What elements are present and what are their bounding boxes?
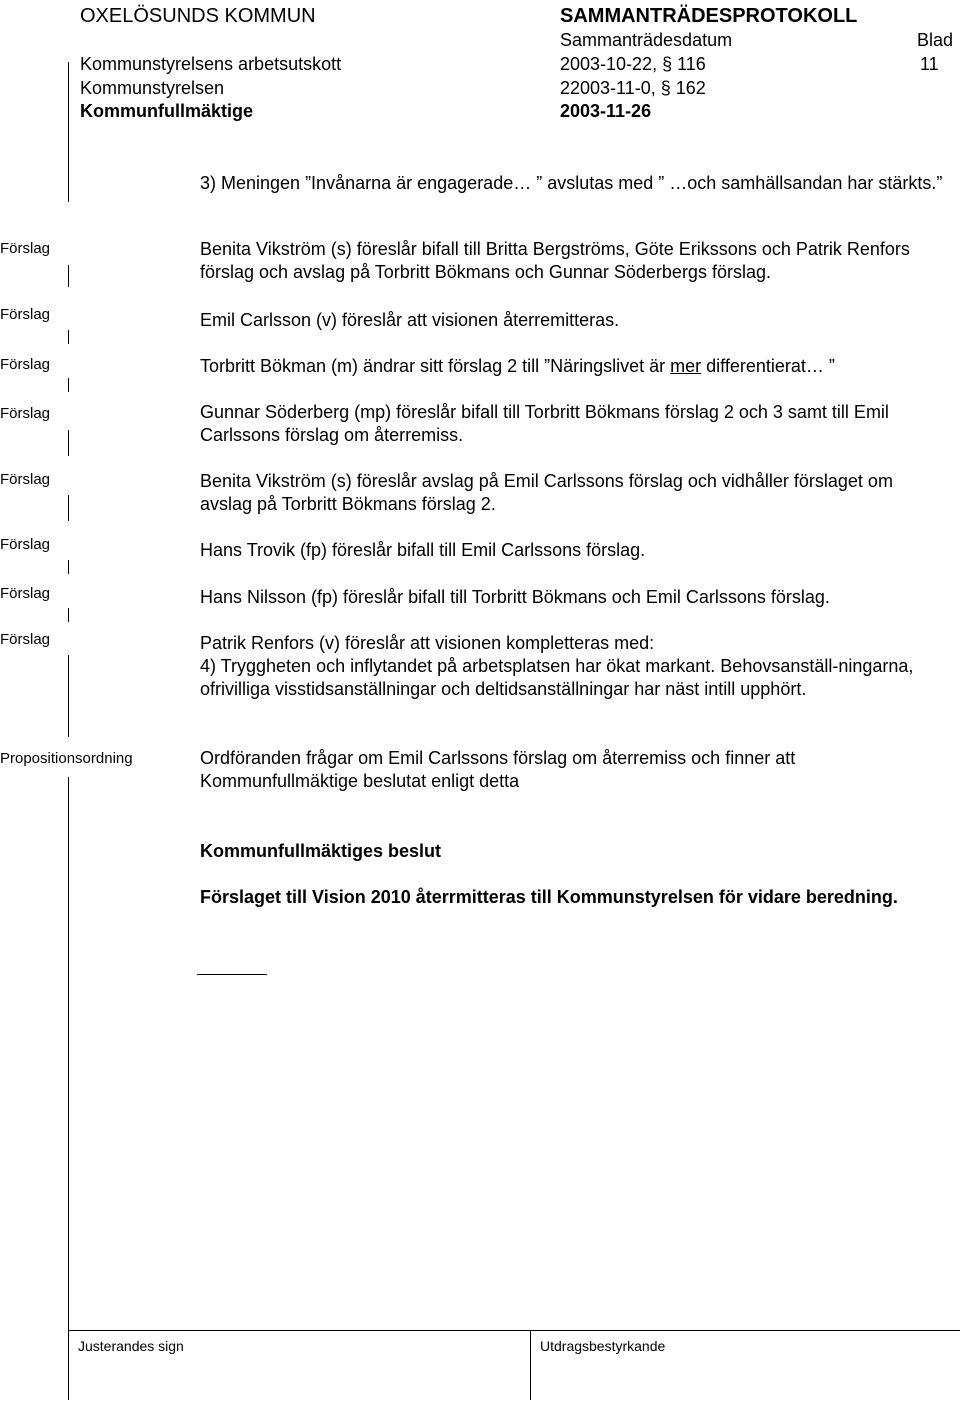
margin-rule [68,608,69,622]
page-label: Blad [917,30,954,50]
margin-label-forslag: Förslag [0,306,51,323]
utdragsbestyrkande-label: Utdragsbestyrkande [540,1338,666,1354]
body-name-3: Kommunfullmäktige [80,101,254,121]
decision-heading: Kommunfullmäktiges beslut [200,841,442,861]
margin-rule [68,330,69,344]
org-name: OXELÖSUNDS KOMMUN [80,5,316,27]
body-ref-2: 22003-11-0, § 162 [560,78,706,98]
document-type: SAMMANTRÄDESPROTOKOLL [560,5,858,27]
proposal-soderberg: Gunnar Söderberg (mp) föreslår bifall till Torbritt Bökmans förslag 2 och 3 samt till Emil Carlssons förslag om återremiss. [200,402,889,445]
margin-label-forslag: Förslag [0,585,51,602]
margin-label-forslag: Förslag [0,536,51,553]
proposal-bokman-text-end: differentierat… ” [701,356,835,376]
date-label: Sammanträdesdatum [560,30,733,50]
margin-label-forslag: Förslag [0,240,51,257]
proposal-nilsson: Hans Nilsson (fp) föreslår bifall till Torbritt Bökmans och Emil Carlssons förslag. [200,587,830,607]
propositionsordning-text: Ordföranden frågar om Emil Carlssons förslag om återremiss och finner att Kommunfullmäktige beslutat enligt detta [200,748,796,791]
margin-rule [68,560,69,574]
margin-rule [68,655,69,737]
margin-label-forslag: Förslag [0,356,51,373]
body-name-2: Kommunstyrelsen [80,78,225,98]
proposal-vikstrom-1: Benita Vikström (s) föreslår bifall till Britta Bergströms, Göte Erikssons och Patrik Renfors förslag och avslag på Torbritt Bökmans och Gunnar Söderbergs förslag. [200,239,910,282]
margin-rule [68,265,69,287]
margin-rule [68,495,69,521]
proposal-carlsson: Emil Carlsson (v) föreslår att visionen återremitteras. [200,310,620,330]
margin-label-forslag: Förslag [0,631,51,648]
body-name-1: Kommunstyrelsens arbetsutskott [80,54,342,74]
proposal-trovik: Hans Trovik (fp) föreslår bifall till Emil Carlssons förslag. [200,540,646,560]
proposal-renfors-item-4: 4) Tryggheten och inflytandet på arbetsplatsen har ökat markant. Behovsanställ-ningarna, ofrivilliga visstidsanställningar och deltidsanställningar har näst intill upphört. [200,656,914,699]
margin-rule [68,430,69,456]
margin-label-forslag: Förslag [0,471,51,488]
underlined-word: mer [670,356,702,376]
page-number: 11 [920,54,939,74]
margin-rule [68,62,69,202]
proposal-vikstrom-2: Benita Vikström (s) föreslår avslag på Emil Carlssons förslag och vidhåller förslaget om avslag på Torbritt Bökmans förslag 2. [200,471,893,514]
margin-label-forslag: Förslag [0,405,51,422]
proposal-bokman [200,355,945,378]
footer-divider [530,1330,531,1400]
proposal-renfors [200,632,920,701]
margin-rule [68,777,69,1400]
margin-rule [68,378,69,392]
decision-text: Förslaget till Vision 2010 återrmitteras till Kommunstyrelsen för vidare beredning. [200,887,898,907]
item-3-text: 3) Meningen ”Invånarna är engagerade… ” avslutas med ” …och samhällsandan har stärkts.” [200,173,943,193]
margin-label-propositionsordning: Propositionsordning [0,750,133,767]
proposal-renfors-intro: Patrik Renfors (v) föreslår att visionen kompletteras med: [200,633,655,653]
body-ref-1: 2003-10-22, § 116 [560,54,706,74]
proposal-bokman-text: Torbritt Bökman (m) ändrar sitt förslag 2 till ”Näringslivet är [200,356,671,376]
footer-rule [68,1330,960,1331]
body-ref-3: 2003-11-26 [560,101,652,121]
justerandes-sign-label: Justerandes sign [78,1338,184,1354]
end-line [197,974,267,975]
